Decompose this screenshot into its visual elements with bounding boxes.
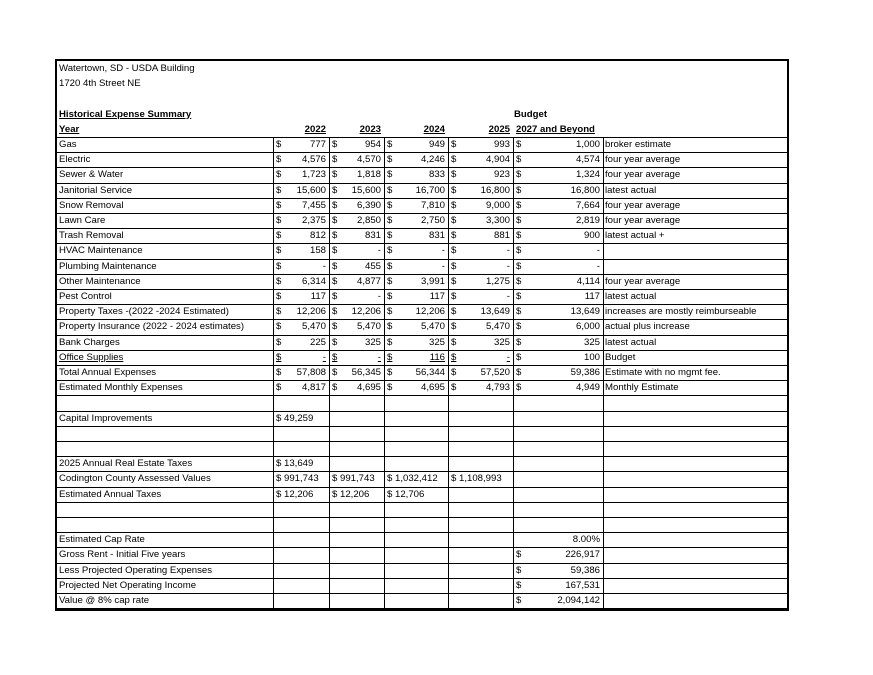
expense-label: Janitorial Service xyxy=(59,184,133,196)
year-label: Year xyxy=(59,123,80,135)
dollar-sign: $ xyxy=(516,275,522,287)
expense-label: Pest Control xyxy=(59,291,112,302)
expense-value: 1,818 xyxy=(356,169,381,181)
dollar-sign: $ xyxy=(451,184,457,196)
dollar-sign: $ xyxy=(516,199,522,211)
expense-value: 15,600 xyxy=(296,184,326,196)
budget-note: latest actual xyxy=(605,291,657,302)
budget-note: latest actual xyxy=(605,184,657,196)
expense-value: 3,300 xyxy=(485,215,510,226)
expense-value: 812 xyxy=(309,230,326,242)
expense-label: Plumbing Maintenance xyxy=(59,260,157,272)
property-title: Watertown, SD - USDA Building xyxy=(59,63,195,74)
dollar-sign: $ xyxy=(516,139,522,150)
expense-value: 7,810 xyxy=(420,199,445,211)
budget-value: 1,000 xyxy=(575,139,600,150)
dollar-sign: $ xyxy=(276,306,282,318)
expense-value: 5,470 xyxy=(485,321,510,333)
budget-value: 4,114 xyxy=(576,275,600,287)
dollar-sign: $ xyxy=(451,245,457,257)
dollar-sign: $ xyxy=(516,382,522,394)
budget-value: 16,800 xyxy=(570,184,600,196)
total-value: 4,695 xyxy=(356,382,381,394)
budget-value: - xyxy=(596,245,600,257)
dollar-sign: $ xyxy=(276,245,282,257)
dollar-sign: $ xyxy=(276,230,282,242)
dollar-sign: $ xyxy=(451,367,457,378)
dollar-sign: $ xyxy=(332,306,338,318)
expense-value: 117 xyxy=(429,291,445,302)
budget-value: 13,649 xyxy=(570,306,600,318)
expense-value: 5,470 xyxy=(420,321,445,333)
expense-label: Lawn Care xyxy=(59,215,106,226)
row-gridline xyxy=(57,411,787,412)
dollar-sign: $ xyxy=(387,367,393,378)
expense-value: 2,750 xyxy=(420,215,445,226)
expense-value: 225 xyxy=(309,336,326,348)
expense-value: 117 xyxy=(310,291,326,302)
dollar-sign: $ xyxy=(332,199,338,211)
budget-note: broker estimate xyxy=(605,139,672,150)
dollar-sign: $ xyxy=(451,230,457,242)
dollar-sign: $ xyxy=(451,260,457,272)
valuation-value: 167,531 xyxy=(565,579,600,591)
expense-value: 923 xyxy=(493,169,510,181)
dollar-sign: $ xyxy=(332,351,338,363)
budget-value: 100 xyxy=(583,351,600,363)
dollar-sign: $ xyxy=(516,215,522,226)
budget-note: four year average xyxy=(605,275,681,287)
dollar-sign: $ xyxy=(276,260,282,272)
expense-label: Property Insurance (2022 - 2024 estimates) xyxy=(59,321,245,333)
expense-value: - xyxy=(506,351,510,363)
valuation-label: Projected Net Operating Income xyxy=(59,579,197,591)
tax-value: $ 991,743 xyxy=(276,473,319,485)
dollar-sign: $ xyxy=(276,215,282,226)
total-value: 56,344 xyxy=(415,367,445,378)
valuation-label: Gross Rent - Initial Five years xyxy=(59,549,186,561)
dollar-sign: $ xyxy=(332,169,338,181)
expense-value: - xyxy=(322,260,326,272)
dollar-sign: $ xyxy=(451,382,457,394)
dollar-sign: $ xyxy=(451,215,457,226)
dollar-sign: $ xyxy=(332,184,338,196)
expense-value: 12,206 xyxy=(296,306,326,318)
expense-value: 993 xyxy=(493,139,510,150)
dollar-sign: $ xyxy=(451,321,457,333)
budget-value: 2,819 xyxy=(575,215,600,226)
dollar-sign: $ xyxy=(276,169,282,181)
expense-value: 325 xyxy=(428,336,445,348)
valuation-label: Less Projected Operating Expenses xyxy=(59,564,213,576)
expense-value: - xyxy=(506,260,510,272)
expense-value: - xyxy=(377,351,381,363)
dollar-sign: $ xyxy=(332,154,338,166)
dollar-sign: $ xyxy=(276,291,282,302)
total-note: Estimate with no mgmt fee. xyxy=(605,367,721,378)
budget-note: Budget xyxy=(605,351,636,363)
expense-label: Trash Removal xyxy=(59,230,124,242)
total-label: Total Annual Expenses xyxy=(59,367,157,378)
dollar-sign: $ xyxy=(516,230,522,242)
total-value: 4,793 xyxy=(485,382,510,394)
expense-label: HVAC Maintenance xyxy=(59,245,143,257)
year-header-2025: 2025 xyxy=(488,123,510,135)
row-gridline xyxy=(57,426,787,427)
expense-value: 5,470 xyxy=(301,321,326,333)
dollar-sign: $ xyxy=(387,321,393,333)
dollar-sign: $ xyxy=(516,564,522,576)
dollar-sign: $ xyxy=(451,169,457,181)
tax-value: $ 1,032,412 xyxy=(387,473,438,485)
expense-value: 777 xyxy=(309,139,326,150)
dollar-sign: $ xyxy=(516,184,522,196)
budget-note: four year average xyxy=(605,169,681,181)
valuation-label: Value @ 8% cap rate xyxy=(59,595,150,606)
column-gridline xyxy=(603,137,604,609)
dollar-sign: $ xyxy=(387,154,393,166)
expense-value: 158 xyxy=(309,245,326,257)
dollar-sign: $ xyxy=(516,245,522,257)
dollar-sign: $ xyxy=(387,260,393,272)
expense-value: 4,576 xyxy=(301,154,326,166)
expense-value: 455 xyxy=(364,260,381,272)
dollar-sign: $ xyxy=(276,275,282,287)
valuation-value: 2,094,142 xyxy=(557,595,600,606)
expense-value: - xyxy=(377,291,381,302)
total-value: 56,345 xyxy=(351,367,381,378)
expense-value: 949 xyxy=(428,139,445,150)
expense-value: 3,991 xyxy=(420,275,445,287)
tax-label: Estimated Annual Taxes xyxy=(59,488,162,500)
dollar-sign: $ xyxy=(516,169,522,181)
dollar-sign: $ xyxy=(276,154,282,166)
expense-value: - xyxy=(441,245,445,257)
dollar-sign: $ xyxy=(387,382,393,394)
dollar-sign: $ xyxy=(451,336,457,348)
expense-value: 5,470 xyxy=(356,321,381,333)
expense-value: 831 xyxy=(428,230,445,242)
dollar-sign: $ xyxy=(451,139,457,150)
property-address: 1720 4th Street NE xyxy=(59,78,141,90)
dollar-sign: $ xyxy=(387,275,393,287)
total-value: 4,695 xyxy=(420,382,445,394)
dollar-sign: $ xyxy=(332,275,338,287)
budget-note: actual plus increase xyxy=(605,321,690,333)
expense-label: Property Taxes -(2022 -2024 Estimated) xyxy=(59,306,229,318)
row-gridline xyxy=(57,532,787,533)
budget-value: 117 xyxy=(584,291,600,302)
dollar-sign: $ xyxy=(516,595,522,606)
dollar-sign: $ xyxy=(276,351,282,363)
valuation-value: 8.00% xyxy=(572,534,600,546)
dollar-sign: $ xyxy=(451,154,457,166)
spreadsheet-sheet xyxy=(55,59,789,611)
capital-value: $ 49,259 xyxy=(276,412,314,424)
expense-value: 12,206 xyxy=(351,306,381,318)
dollar-sign: $ xyxy=(451,351,457,363)
expense-value: 16,800 xyxy=(480,184,510,196)
year-header-2022: 2022 xyxy=(304,123,326,135)
dollar-sign: $ xyxy=(387,199,393,211)
dollar-sign: $ xyxy=(387,184,393,196)
expense-value: 954 xyxy=(364,139,381,150)
budget-value: 7,664 xyxy=(575,199,600,211)
dollar-sign: $ xyxy=(276,139,282,150)
row-gridline xyxy=(57,502,787,503)
dollar-sign: $ xyxy=(387,245,393,257)
valuation-label: Estimated Cap Rate xyxy=(59,534,145,546)
expense-value: 4,904 xyxy=(485,154,510,166)
dollar-sign: $ xyxy=(276,336,282,348)
dollar-sign: $ xyxy=(387,139,393,150)
dollar-sign: $ xyxy=(332,230,338,242)
tax-value: $ 1,108,993 xyxy=(451,473,502,485)
budget-note: four year average xyxy=(605,215,681,226)
expense-label: Sewer & Water xyxy=(59,169,124,181)
dollar-sign: $ xyxy=(332,291,338,302)
budget-value: 1,324 xyxy=(575,169,600,181)
budget-value: 325 xyxy=(583,336,600,348)
dollar-sign: $ xyxy=(387,306,393,318)
expense-label: Other Maintenance xyxy=(59,275,141,287)
dollar-sign: $ xyxy=(332,215,338,226)
dollar-sign: $ xyxy=(387,215,393,226)
expense-value: 12,206 xyxy=(415,306,445,318)
row-gridline xyxy=(57,395,787,396)
expense-value: - xyxy=(322,351,326,363)
budget-value: 6,000 xyxy=(575,321,600,333)
total-value: 4,817 xyxy=(301,382,326,394)
dollar-sign: $ xyxy=(516,260,522,272)
budget-note: four year average xyxy=(605,154,681,166)
dollar-sign: $ xyxy=(516,351,522,363)
valuation-value: 59,386 xyxy=(570,564,600,576)
dollar-sign: $ xyxy=(516,321,522,333)
row-gridline xyxy=(57,593,787,594)
year-header-2024: 2024 xyxy=(423,123,445,135)
dollar-sign: $ xyxy=(516,579,522,591)
dollar-sign: $ xyxy=(276,382,282,394)
dollar-sign: $ xyxy=(516,291,522,302)
dollar-sign: $ xyxy=(276,321,282,333)
expense-value: 16,700 xyxy=(415,184,445,196)
capital-label: Capital Improvements xyxy=(59,412,153,424)
expense-value: 116 xyxy=(429,351,445,363)
expense-value: 6,314 xyxy=(301,275,326,287)
dollar-sign: $ xyxy=(516,306,522,318)
total-budget: 4,949 xyxy=(575,382,600,394)
dollar-sign: $ xyxy=(451,306,457,318)
row-gridline xyxy=(57,608,787,609)
expense-value: - xyxy=(506,291,510,302)
expense-value: - xyxy=(506,245,510,257)
expense-label: Snow Removal xyxy=(59,199,124,211)
expense-value: 4,570 xyxy=(356,154,381,166)
row-gridline xyxy=(57,517,787,518)
tax-value: $ 12,206 xyxy=(276,488,314,500)
tax-value: $ 12,206 xyxy=(332,488,370,500)
tax-value: $ 12,706 xyxy=(387,488,425,500)
dollar-sign: $ xyxy=(516,336,522,348)
budget-note: four year average xyxy=(605,199,681,211)
expense-value: 831 xyxy=(364,230,381,242)
expense-value: 15,600 xyxy=(351,184,381,196)
total-value: 57,520 xyxy=(480,367,510,378)
budget-value: 4,574 xyxy=(575,154,600,166)
expense-value: 881 xyxy=(493,230,510,242)
expense-value: 2,850 xyxy=(356,215,381,226)
total-label: Estimated Monthly Expenses xyxy=(59,382,183,394)
expense-label: Bank Charges xyxy=(59,336,120,348)
tax-value: $ 991,743 xyxy=(332,473,375,485)
expense-value: - xyxy=(377,245,381,257)
tax-label: 2025 Annual Real Estate Taxes xyxy=(59,458,193,470)
expense-value: 325 xyxy=(493,336,510,348)
budget-value: - xyxy=(596,260,600,272)
dollar-sign: $ xyxy=(516,549,522,561)
dollar-sign: $ xyxy=(332,321,338,333)
expense-label: Office Supplies xyxy=(59,351,124,363)
dollar-sign: $ xyxy=(516,367,522,378)
dollar-sign: $ xyxy=(387,230,393,242)
dollar-sign: $ xyxy=(332,245,338,257)
total-note: Monthly Estimate xyxy=(605,382,679,394)
tax-label: Codington County Assessed Values xyxy=(59,473,211,485)
expense-value: 2,375 xyxy=(301,215,326,226)
dollar-sign: $ xyxy=(387,336,393,348)
expense-value: 1,723 xyxy=(301,169,326,181)
expense-value: 4,246 xyxy=(420,154,445,166)
total-budget: 59,386 xyxy=(570,367,600,378)
budget-note: increases are mostly reimburseable xyxy=(605,306,757,318)
expense-label: Electric xyxy=(59,154,91,166)
dollar-sign: $ xyxy=(387,291,393,302)
expense-value: - xyxy=(441,260,445,272)
expense-value: 13,649 xyxy=(480,306,510,318)
expense-value: 325 xyxy=(364,336,381,348)
dollar-sign: $ xyxy=(332,336,338,348)
expense-value: 7,455 xyxy=(301,199,326,211)
dollar-sign: $ xyxy=(332,367,338,378)
dollar-sign: $ xyxy=(387,169,393,181)
budget-value: 900 xyxy=(583,230,600,242)
dollar-sign: $ xyxy=(332,382,338,394)
year-header-2023: 2023 xyxy=(359,123,381,135)
budget-column-header: 2027 and Beyond xyxy=(516,123,595,135)
row-gridline xyxy=(57,441,787,442)
dollar-sign: $ xyxy=(276,367,282,378)
total-value: 57,808 xyxy=(296,367,326,378)
expense-value: 1,275 xyxy=(485,275,510,287)
budget-note: latest actual xyxy=(605,336,657,348)
dollar-sign: $ xyxy=(451,291,457,302)
tax-value: $ 13,649 xyxy=(276,458,314,470)
dollar-sign: $ xyxy=(387,351,393,363)
expense-value: 6,390 xyxy=(356,199,381,211)
expense-value: 833 xyxy=(428,169,445,181)
expense-label: Gas xyxy=(59,139,77,150)
budget-note: latest actual + xyxy=(605,230,665,242)
expense-value: 9,000 xyxy=(485,199,510,211)
dollar-sign: $ xyxy=(332,260,338,272)
dollar-sign: $ xyxy=(516,154,522,166)
dollar-sign: $ xyxy=(276,199,282,211)
valuation-value: 226,917 xyxy=(565,549,600,561)
dollar-sign: $ xyxy=(451,275,457,287)
dollar-sign: $ xyxy=(332,139,338,150)
section-title: Historical Expense Summary xyxy=(59,108,192,120)
dollar-sign: $ xyxy=(276,184,282,196)
budget-label: Budget xyxy=(514,108,548,120)
expense-value: 4,877 xyxy=(356,275,381,287)
dollar-sign: $ xyxy=(451,199,457,211)
